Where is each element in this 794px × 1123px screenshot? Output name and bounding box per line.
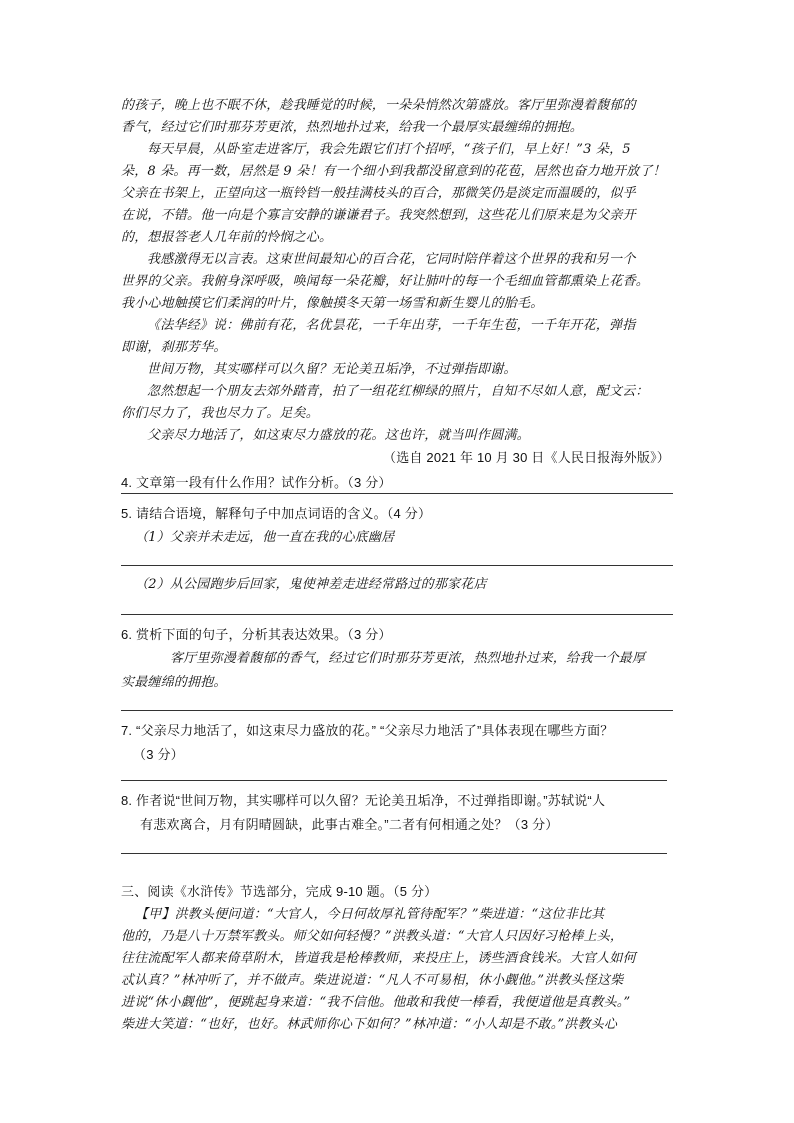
section-3-line-6: 柴进大笑道：“也好，也好。林武师你心下如何？”林冲道：“小人却是不敢。”洪教头心	[121, 1017, 618, 1032]
question-6: 6. 赏析下面的句子，分析其表达效果。（3 分）	[121, 627, 392, 642]
question-8-line-1: 8. 作者说“世间万物，其实哪样可以久留？无论美丑垢净，不过弹指即谢。”苏轼说“人	[121, 793, 606, 808]
essay-line-15: 你们尽力了，我也尽力了。足矣。	[121, 406, 320, 421]
question-7-line-1: 7. “父亲尽力地活了，如这束尽力盛放的花。” “父亲尽力地活了”具体表现在哪些方面？	[121, 723, 614, 738]
essay-line-12: 即谢，刹那芳华。	[121, 340, 227, 355]
answer-line-q6[interactable]	[121, 710, 673, 711]
essay-line-10: 我小心地触摸它们柔润的叶片，像触摸冬天第一场雪和新生婴儿的胎毛。	[121, 296, 544, 311]
essay-source: （选自 2021 年 10 月 30 日《人民日报海外版》）	[383, 450, 671, 465]
essay-line-7: 的，想报答老人几年前的怜悯之心。	[121, 230, 333, 245]
question-4: 4. 文章第一段有什么作用？试作分析。（3 分）	[121, 475, 392, 490]
essay-line-9: 世界的父亲。我俯身深呼吸，唤闻每一朵花瓣，好让肺叶的每一个毛细血管都熏染上花香。	[121, 274, 650, 289]
section-3-heading: 三、阅读《水浒传》节选部分，完成 9-10 题。（5 分）	[121, 884, 438, 899]
essay-line-1: 的孩子，晚上也不眠不休，趁我睡觉的时候，一朵朵悄然次第盛放。客厅里弥漫着馥郁的	[121, 98, 636, 113]
question-5: 5. 请结合语境，解释句子中加点词语的含义。（4 分）	[121, 506, 432, 521]
essay-line-4: 朵，8 朵。再一数，居然是 9 朵！有一个细小到我都没留意到的花苞，居然也奋力地开放了！	[121, 164, 666, 179]
question-5-item-2: （2）从公园跑步后回家，鬼使神差走进经常路过的那家花店	[135, 577, 487, 592]
answer-line-q8[interactable]	[121, 853, 667, 854]
essay-line-6: 在说，不错。他一向是个寡言安静的谦谦君子。我突然想到，这些花儿们原来是为父亲开	[121, 208, 636, 223]
essay-line-14: 忽然想起一个朋友去郊外踏青，拍了一组花红柳绿的照片，自知不尽如人意，配文云：	[147, 384, 649, 399]
essay-line-13: 世间万物，其实哪样可以久留？无论美丑垢净，不过弹指即谢。	[147, 362, 517, 377]
section-3-line-3: 往往流配军人都来倚草附木，皆道我是枪棒教师，来投庄上，诱些酒食钱米。大官人如何	[121, 951, 636, 966]
essay-line-3: 每天早晨，从卧室走进客厅，我会先跟它们打个招呼，“孩子们，早上好！”3 朵，5	[147, 142, 631, 157]
answer-line-q7[interactable]	[121, 780, 667, 781]
answer-line-q4[interactable]	[121, 493, 673, 494]
question-7-line-2: （3 分）	[133, 747, 184, 762]
essay-line-16: 父亲尽力地活了，如这束尽力盛放的花。这也许，就当叫作圆满。	[147, 428, 530, 443]
essay-line-11: 《法华经》说：佛前有花，名优昙花，一千年出芽，一千年生苞，一千年开花，弹指	[147, 318, 636, 333]
essay-line-2: 香气，经过它们时那芬芳更浓，热烈地扑过来，给我一个最厚实最缠绵的拥抱。	[121, 120, 584, 135]
question-5-item-1: （1）父亲并未走远，他一直在我的心底幽居	[135, 530, 395, 545]
answer-line-q5-1[interactable]	[121, 565, 673, 566]
section-3-line-4: 忒认真？”林冲听了，并不做声。柴进说道：“凡人不可易相，休小觑他。”洪教头怪这柴	[121, 973, 624, 988]
question-8-line-2: 有悲欢离合，月有阴晴圆缺，此事古难全。”二者有何相通之处？（3 分）	[140, 817, 559, 832]
question-6-quote-line-1: 客厅里弥漫着馥郁的香气，经过它们时那芬芳更浓，热烈地扑过来，给我一个最厚	[170, 651, 646, 666]
section-3-line-1: 【甲】洪教头便问道：“大官人，今日何故厚礼管待配军？”柴进道：“这位非比其	[135, 907, 605, 922]
essay-line-8: 我感激得无以言表。这束世间最知心的百合花，它同时陪伴着这个世界的我和另一个	[147, 252, 636, 267]
section-3-line-2: 他的，乃是八十万禁军教头。师父如何轻慢？”洪教头道：“大官人只因好习枪棒上头，	[121, 929, 624, 944]
question-6-quote-line-2: 实最缠绵的拥抱。	[121, 675, 227, 690]
essay-line-5: 父亲在书架上，正望向这一瓶铃铛一般挂满枝头的百合，那微笑仍是淡定而温暖的，似乎	[121, 186, 636, 201]
answer-line-q5-2[interactable]	[121, 614, 673, 615]
section-3-line-5: 进说“休小觑他”，便跳起身来道：“我不信他。他敢和我使一棒看，我便道他是真教头。”	[121, 995, 631, 1010]
